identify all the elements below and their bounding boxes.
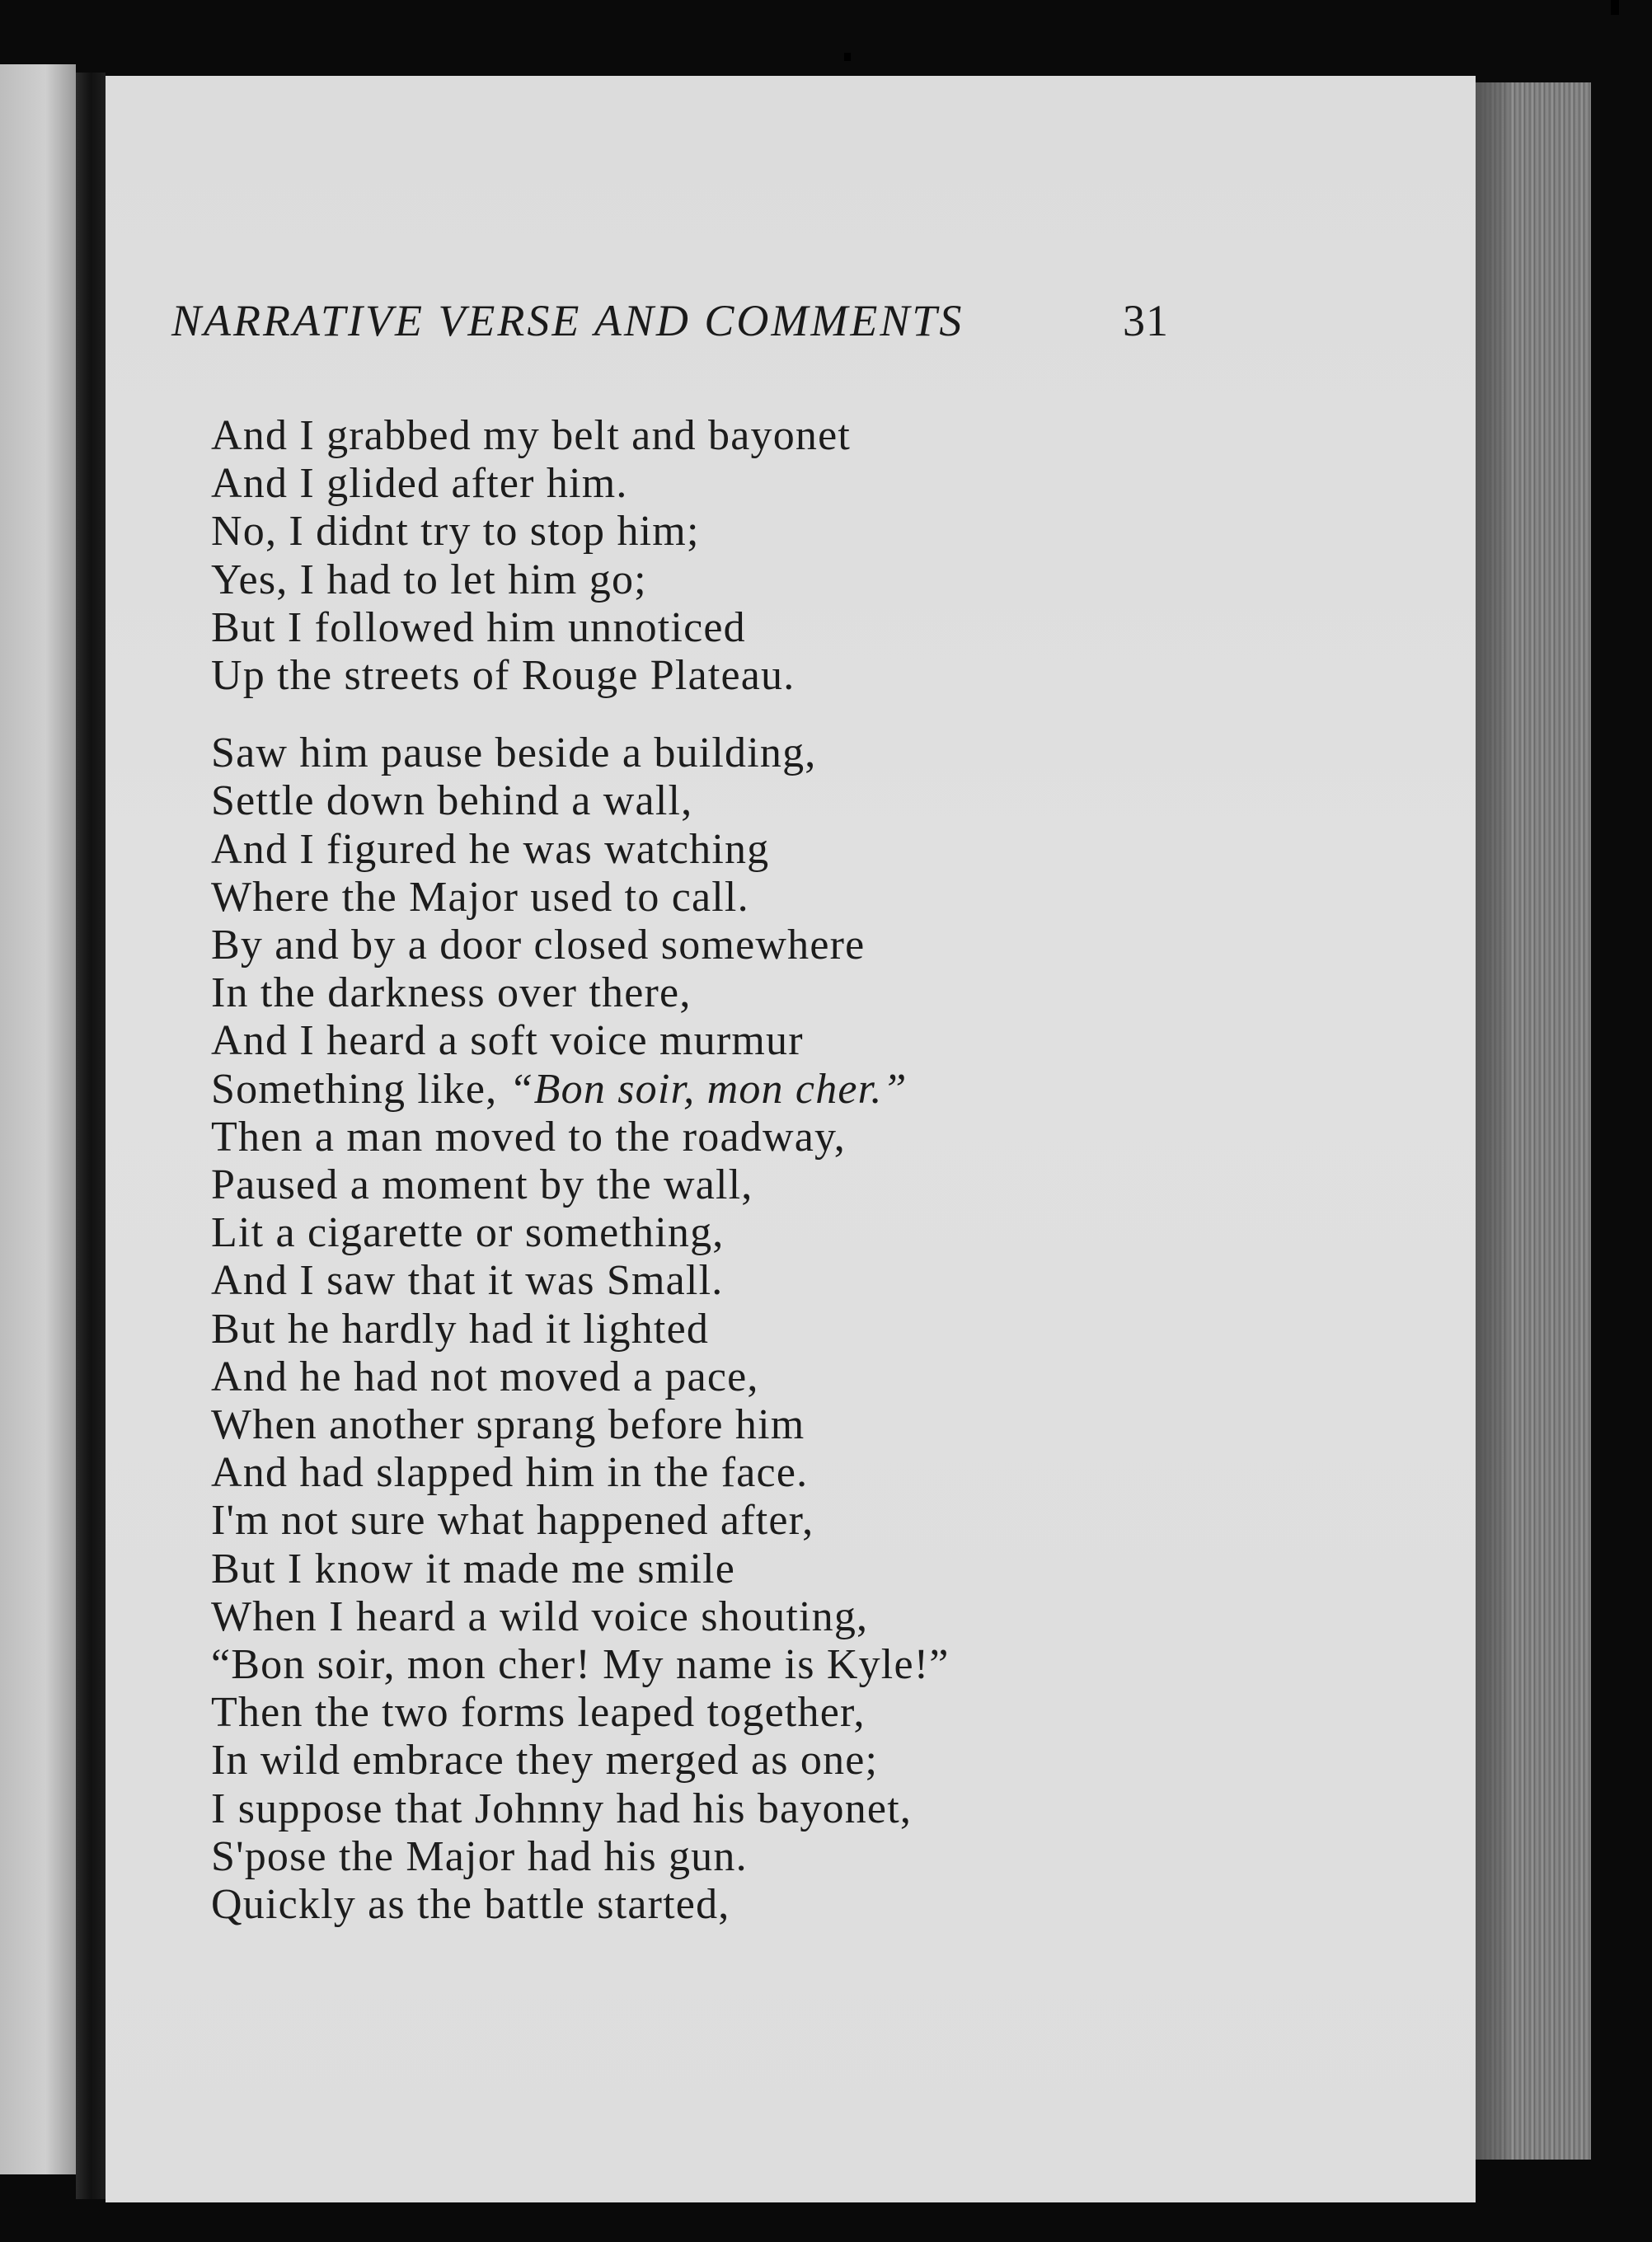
verse-line: Then a man moved to the roadway,: [211, 1113, 847, 1161]
verse-line: I'm not sure what happened after,: [211, 1497, 814, 1545]
scan-mark: [1611, 0, 1619, 15]
verse-line: In wild embrace they merged as one;: [211, 1737, 879, 1785]
book-gutter: [76, 73, 106, 2199]
verse-line-lead: Something like,: [211, 1065, 509, 1113]
verse-line: And I figured he was watching: [211, 825, 770, 873]
poem-body: [211, 412, 1118, 1929]
page-number: 31: [1123, 296, 1169, 345]
verse-line: And I heard a soft voice murmur: [211, 1017, 804, 1065]
verse-line: By and by a door closed somewhere: [211, 922, 866, 969]
verse-line: Then the two forms leaped together,: [211, 1689, 866, 1737]
verse-line: “Bon soir, mon cher! My name is Kyle!”: [211, 1641, 950, 1689]
verse-line: But he hardly had it lighted: [211, 1305, 710, 1353]
verse-line: Lit a cigarette or something,: [211, 1209, 725, 1257]
stanza-2: [211, 729, 1118, 1929]
verse-line: Paused a moment by the wall,: [211, 1161, 753, 1209]
verse-line: But I know it made me smile: [211, 1545, 736, 1592]
verse-line: I suppose that Johnny had his bayonet,: [211, 1785, 913, 1832]
verse-line: S'pose the Major had his gun.: [211, 1832, 748, 1880]
verse-line: Where the Major used to call.: [211, 873, 749, 921]
verse-line: But I followed him unnoticed: [211, 603, 746, 651]
running-head-title: NARRATIVE VERSE AND COMMENTS: [171, 296, 964, 345]
stanza-1: [211, 412, 1118, 700]
verse-line: Saw him pause beside a building,: [211, 729, 817, 777]
verse-line: And had slapped him in the face.: [211, 1449, 809, 1497]
page-edge-shadow: [1476, 82, 1509, 2160]
verse-line: Quickly as the battle started,: [211, 1881, 730, 1929]
verse-line: And I saw that it was Small.: [211, 1257, 724, 1305]
verse-line: When I heard a wild voice shouting,: [211, 1592, 869, 1640]
scan-mark-top: [844, 53, 851, 61]
verse-line: And I glided after him.: [211, 460, 628, 508]
verse-line: No, I didnt try to stop him;: [211, 508, 700, 556]
verse-line: Settle down behind a wall,: [211, 777, 693, 825]
verse-line: And he had not moved a pace,: [211, 1353, 759, 1400]
left-page-edge: [0, 64, 76, 2174]
verse-line: Up the streets of Rouge Plateau.: [211, 652, 795, 700]
verse-line: Yes, I had to let him go;: [211, 556, 647, 603]
verse-line-with-quote: [211, 1066, 1118, 1114]
verse-line: When another sprang before him: [211, 1401, 805, 1449]
verse-line: And I grabbed my belt and bayonet: [211, 412, 852, 459]
french-quote: “Bon soir, mon cher.”: [509, 1065, 908, 1113]
verse-line: In the darkness over there,: [211, 969, 692, 1017]
